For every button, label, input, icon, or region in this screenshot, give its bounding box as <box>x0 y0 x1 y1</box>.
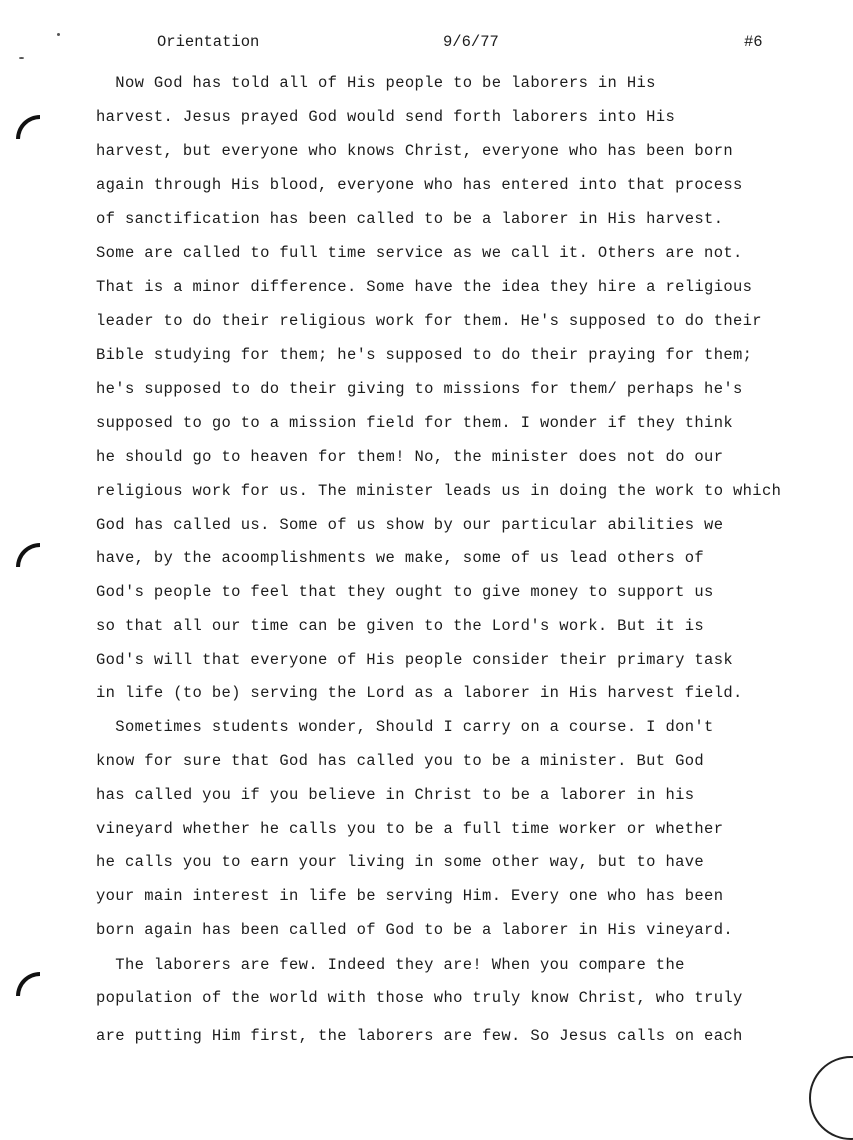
text-line: born again has been called of God to be a laborer in His vineyard. <box>96 921 733 939</box>
text-line: has called you if you believe in Christ to be a laborer in his <box>96 786 695 804</box>
text-line: harvest, but everyone who knows Christ, everyone who has been born <box>96 142 733 160</box>
text-line: leader to do their religious work for them. He's supposed to do their <box>96 312 762 330</box>
text-line: harvest. Jesus prayed God would send forth laborers into His <box>96 108 676 126</box>
text-line: again through His blood, everyone who has entered into that process <box>96 176 743 194</box>
text-line: know for sure that God has called you to be a minister. But God <box>96 752 705 770</box>
text-line: your main interest in life be serving Him. Every one who has been <box>96 887 724 905</box>
binder-hole-mark <box>16 115 40 139</box>
header-title: Orientation <box>157 33 260 51</box>
text-line: Sometimes students wonder, Should I carry on a course. I don't <box>96 718 714 736</box>
text-line: in life (to be) serving the Lord as a laborer in His harvest field. <box>96 684 743 702</box>
text-line: That is a minor difference. Some have the idea they hire a religious <box>96 278 753 296</box>
text-line: God has called us. Some of us show by our particular abilities we <box>96 516 724 534</box>
text-line: population of the world with those who truly know Christ, who truly <box>96 989 743 1007</box>
text-line: he calls you to earn your living in some other way, but to have <box>96 853 705 871</box>
page-header <box>0 33 853 53</box>
text-line: The laborers are few. Indeed they are! When you compare the <box>96 956 685 974</box>
text-line: vineyard whether he calls you to be a full time worker or whether <box>96 820 724 838</box>
text-line: have, by the acoomplishments we make, some of us lead others of <box>96 549 705 567</box>
text-line: Bible studying for them; he's supposed to do their praying for them; <box>96 346 753 364</box>
text-line: he should go to heaven for them! No, the minister does not do our <box>96 448 724 466</box>
binder-hole-mark <box>16 543 40 567</box>
header-page-number: #6 <box>744 33 763 51</box>
text-line: are putting Him first, the laborers are few. So Jesus calls on each <box>96 1027 743 1045</box>
text-line: religious work for us. The minister leads us in doing the work to which <box>96 482 782 500</box>
text-line: God's people to feel that they ought to give money to support us <box>96 583 714 601</box>
stray-mark <box>19 57 24 59</box>
text-line: so that all our time can be given to the Lord's work. But it is <box>96 617 705 635</box>
page-corner-edge <box>809 1056 853 1140</box>
text-line: he's supposed to do their giving to missions for them/ perhaps he's <box>96 380 743 398</box>
text-line: supposed to go to a mission field for them. I wonder if they think <box>96 414 733 432</box>
text-line: God's will that everyone of His people consider their primary task <box>96 651 733 669</box>
text-line: Now God has told all of His people to be laborers in His <box>96 74 656 92</box>
text-line: of sanctification has been called to be a laborer in His harvest. <box>96 210 724 228</box>
binder-hole-mark <box>16 972 40 996</box>
text-line: Some are called to full time service as we call it. Others are not. <box>96 244 743 262</box>
header-date: 9/6/77 <box>443 33 499 51</box>
